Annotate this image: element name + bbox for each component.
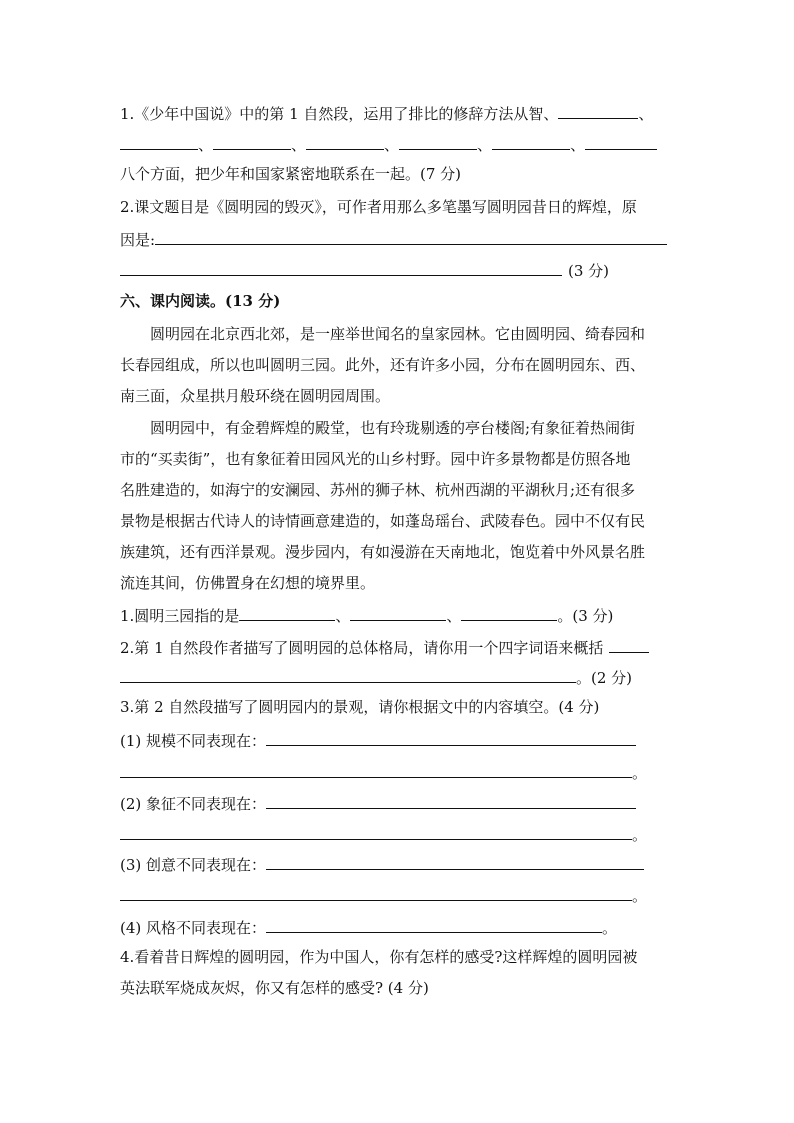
answer-blank[interactable] — [399, 133, 477, 150]
answer-blank[interactable] — [155, 228, 667, 245]
passage-p2-line: 市的“买卖街”，也有象征着田园风光的山乡村野。园中许多景物都是仿照各地 — [120, 450, 631, 468]
separator: 、 — [477, 136, 493, 154]
period: 。 — [632, 887, 648, 905]
separator: 、 — [638, 105, 654, 123]
question-6-3-item-1 — [120, 729, 636, 749]
separator: 、 — [291, 136, 307, 154]
answer-blank[interactable] — [461, 604, 557, 621]
question-6-3-item-3 — [120, 853, 644, 873]
passage-p2-line: 圆明园中，有金碧辉煌的殿堂，也有玲珑剔透的亭台楼阁;有象征着热闹街 — [150, 419, 636, 437]
score-label: 。(2 分) — [576, 669, 633, 687]
answer-blank[interactable] — [120, 666, 576, 683]
passage-p1-line: 圆明园在北京西北郊，是一座举世闻名的皇家园林。它由圆明园、绮春园和 — [150, 325, 646, 343]
passage-p2-line: 景物是根据古代诗人的诗情画意建造的，如蓬岛瑶台、武陵春色。园中不仅有民 — [120, 512, 646, 530]
answer-blank[interactable] — [306, 133, 384, 150]
passage-p1-line: 南三面，众星拱月般环绕在圆明园周围。 — [120, 387, 391, 405]
question-text: 1.《少年中国说》中的第 1 自然段，运用了排比的修辞方法从智、 — [120, 105, 559, 123]
section-6-heading: 六、课内阅读。(13 分) — [120, 292, 281, 310]
item-label: (2) 象征不同表现在： — [120, 795, 267, 813]
answer-blank[interactable] — [120, 884, 632, 901]
passage-p2-line: 名胜建造的，如海宁的安澜园、苏州的狮子林、杭州西湖的平湖秋月;还有很多 — [120, 481, 636, 499]
separator: 、 — [335, 607, 351, 625]
question-5-2-line-1: 2.课文题目是《圆明园的毁灭》，可作者用那么多笔墨写圆明园昔日的辉煌，原 — [120, 198, 637, 216]
answer-blank[interactable] — [492, 133, 570, 150]
period: 。 — [632, 826, 648, 844]
answer-blank[interactable] — [266, 792, 636, 809]
question-6-3-item-4 — [120, 916, 617, 936]
answer-blank[interactable] — [609, 636, 649, 653]
question-6-3-item-2-cont — [120, 823, 647, 843]
question-text: 2.第 1 自然段作者描写了圆明园的总体格局，请你用一个四字词语来概括 — [120, 639, 604, 657]
answer-blank[interactable] — [558, 102, 638, 119]
answer-blank[interactable] — [213, 133, 291, 150]
separator: 、 — [446, 607, 462, 625]
answer-blank[interactable] — [350, 604, 446, 621]
passage-p2-line: 流连其间，仿佛置身在幻想的境界里。 — [120, 574, 376, 592]
question-6-3-item-1-cont — [120, 761, 647, 781]
question-6-4-line-1: 4.看着昔日辉煌的圆明园，作为中国人，你有怎样的感受?这样辉煌的圆明园被 — [120, 948, 638, 966]
period: 。 — [602, 919, 618, 937]
question-5-1-line-3: 八个方面，把少年和国家紧密地联系在一起。(7 分) — [120, 165, 462, 183]
question-prefix: 1.圆明三园指的是 — [120, 607, 240, 625]
period: 。 — [632, 764, 648, 782]
passage-p1-line: 长春园组成，所以也叫圆明三园。此外，还有许多小园，分布在圆明园东、西、 — [120, 356, 646, 374]
passage-p2-line: 族建筑，还有西洋景观。漫步园内，有如漫游在天南地北，饱览着中外风景名胜 — [120, 543, 646, 561]
question-6-4-line-2: 英法联军烧成灰烬，你又有怎样的感受? (4 分) — [120, 979, 429, 997]
answer-blank[interactable] — [239, 604, 335, 621]
question-5-2-line-2 — [120, 228, 667, 248]
score-label: (3 分) — [568, 262, 610, 280]
item-label: (4) 风格不同表现在： — [120, 919, 267, 937]
question-6-1 — [120, 604, 613, 624]
answer-blank[interactable] — [120, 761, 632, 778]
score-label: 。(3 分) — [557, 607, 614, 625]
answer-blank[interactable] — [120, 259, 562, 276]
separator: 、 — [570, 136, 586, 154]
answer-blank[interactable] — [120, 823, 632, 840]
question-5-1-line-1 — [120, 102, 653, 122]
question-5-2-line-3 — [120, 259, 609, 279]
item-label: (1) 规模不同表现在： — [120, 732, 267, 750]
question-5-1-line-2 — [120, 133, 657, 153]
question-6-3-item-3-cont — [120, 884, 647, 904]
answer-blank[interactable] — [266, 853, 644, 870]
separator: 、 — [198, 136, 214, 154]
item-label: (3) 创意不同表现在： — [120, 856, 267, 874]
answer-blank[interactable] — [266, 729, 636, 746]
question-6-2-line-2 — [120, 666, 632, 686]
answer-blank[interactable] — [266, 916, 602, 933]
separator: 、 — [384, 136, 400, 154]
question-6-3-item-2 — [120, 792, 636, 812]
answer-blank[interactable] — [585, 133, 657, 150]
question-6-3: 3.第 2 自然段描写了圆明园内的景观，请你根据文中的内容填空。(4 分) — [120, 698, 600, 716]
question-6-2-line-1 — [120, 636, 649, 656]
question-prefix: 因是: — [120, 231, 156, 249]
answer-blank[interactable] — [120, 133, 198, 150]
